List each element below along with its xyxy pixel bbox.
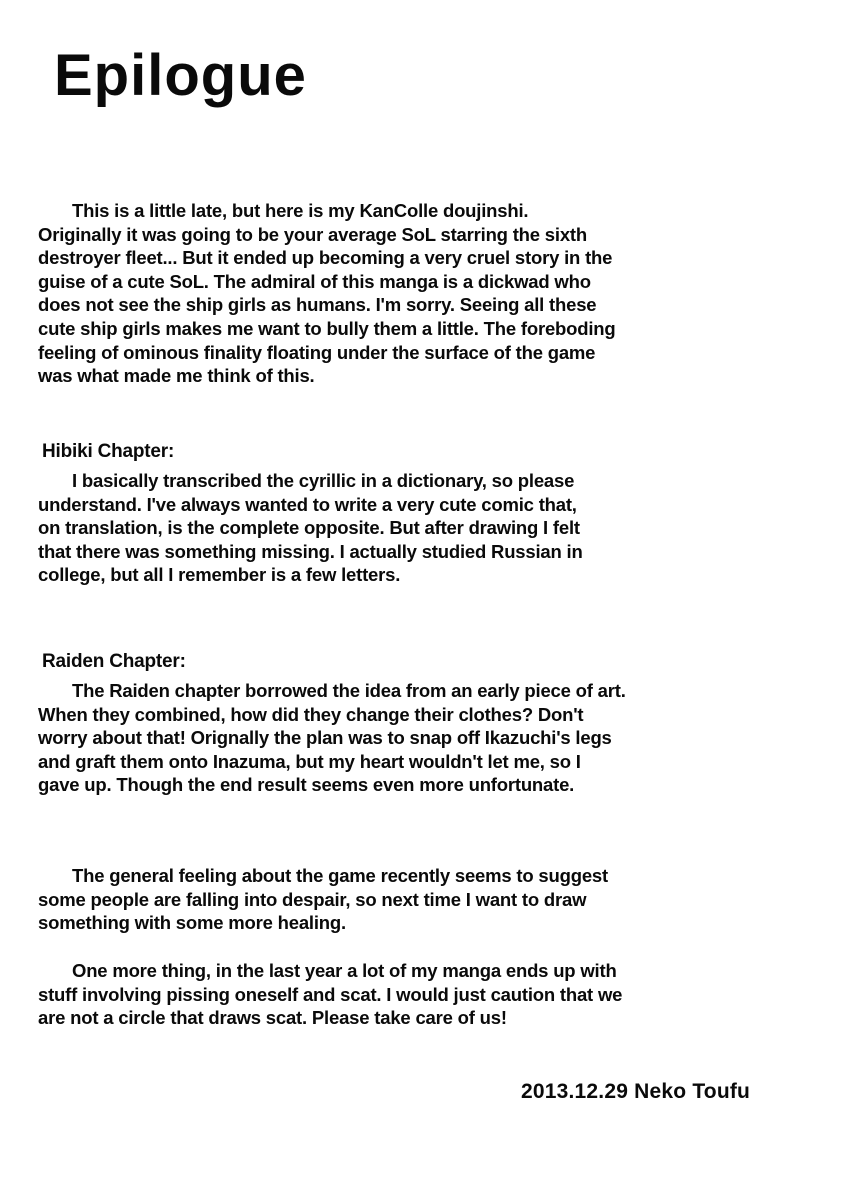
closing-paragraph-1: The general feeling about the game recently seems to suggest some people are falling into despair, so next time I want to draw something with some more healing. [38, 865, 608, 934]
closing-paragraph-2: One more thing, in the last year a lot of my manga ends up with stuff involving pissing oneself and scat. I would just caution that we are not a circle that draws scat. Please take care of us! [38, 960, 623, 1029]
section-body-raiden: The Raiden chapter borrowed the idea from an early piece of art. When they combined, how did they change their clothes? Don't worry about that! Orignally the plan was to snap off Ikazuchi's legs and graft them onto Inazuma, but my heart wouldn't let me, so I gave up. Though the end result seems even more unfortunate. [38, 680, 626, 796]
intro-paragraph: This is a little late, but here is my KanColle doujinshi. Originally it was going to be your average SoL starring the sixth destroyer fleet... But it ended up becoming a very cruel story in the guise of a cute SoL. The admiral of this manga is a dickwad who does not see the ship girls as humans. I'm sorry. Seeing all these cute ship girls makes me want to bully them a little. The foreboding feeling of ominous finality floating under the surface of the game was what made me think of this. [38, 200, 616, 387]
signature-date-author: 2013.12.29 Neko Toufu [521, 1080, 751, 1103]
section-body-hibiki: I basically transcribed the cyrillic in a dictionary, so please understand. I've always wanted to write a very cute comic that, on translation, is the complete opposite. But after drawing I felt that there was something missing. I actually studied Russian in college, but all I remember is a few letters. [38, 470, 583, 586]
section-heading-raiden: Raiden Chapter: [42, 651, 186, 672]
section-heading-hibiki: Hibiki Chapter: [42, 441, 175, 462]
page-title: Epilogue [54, 43, 307, 108]
